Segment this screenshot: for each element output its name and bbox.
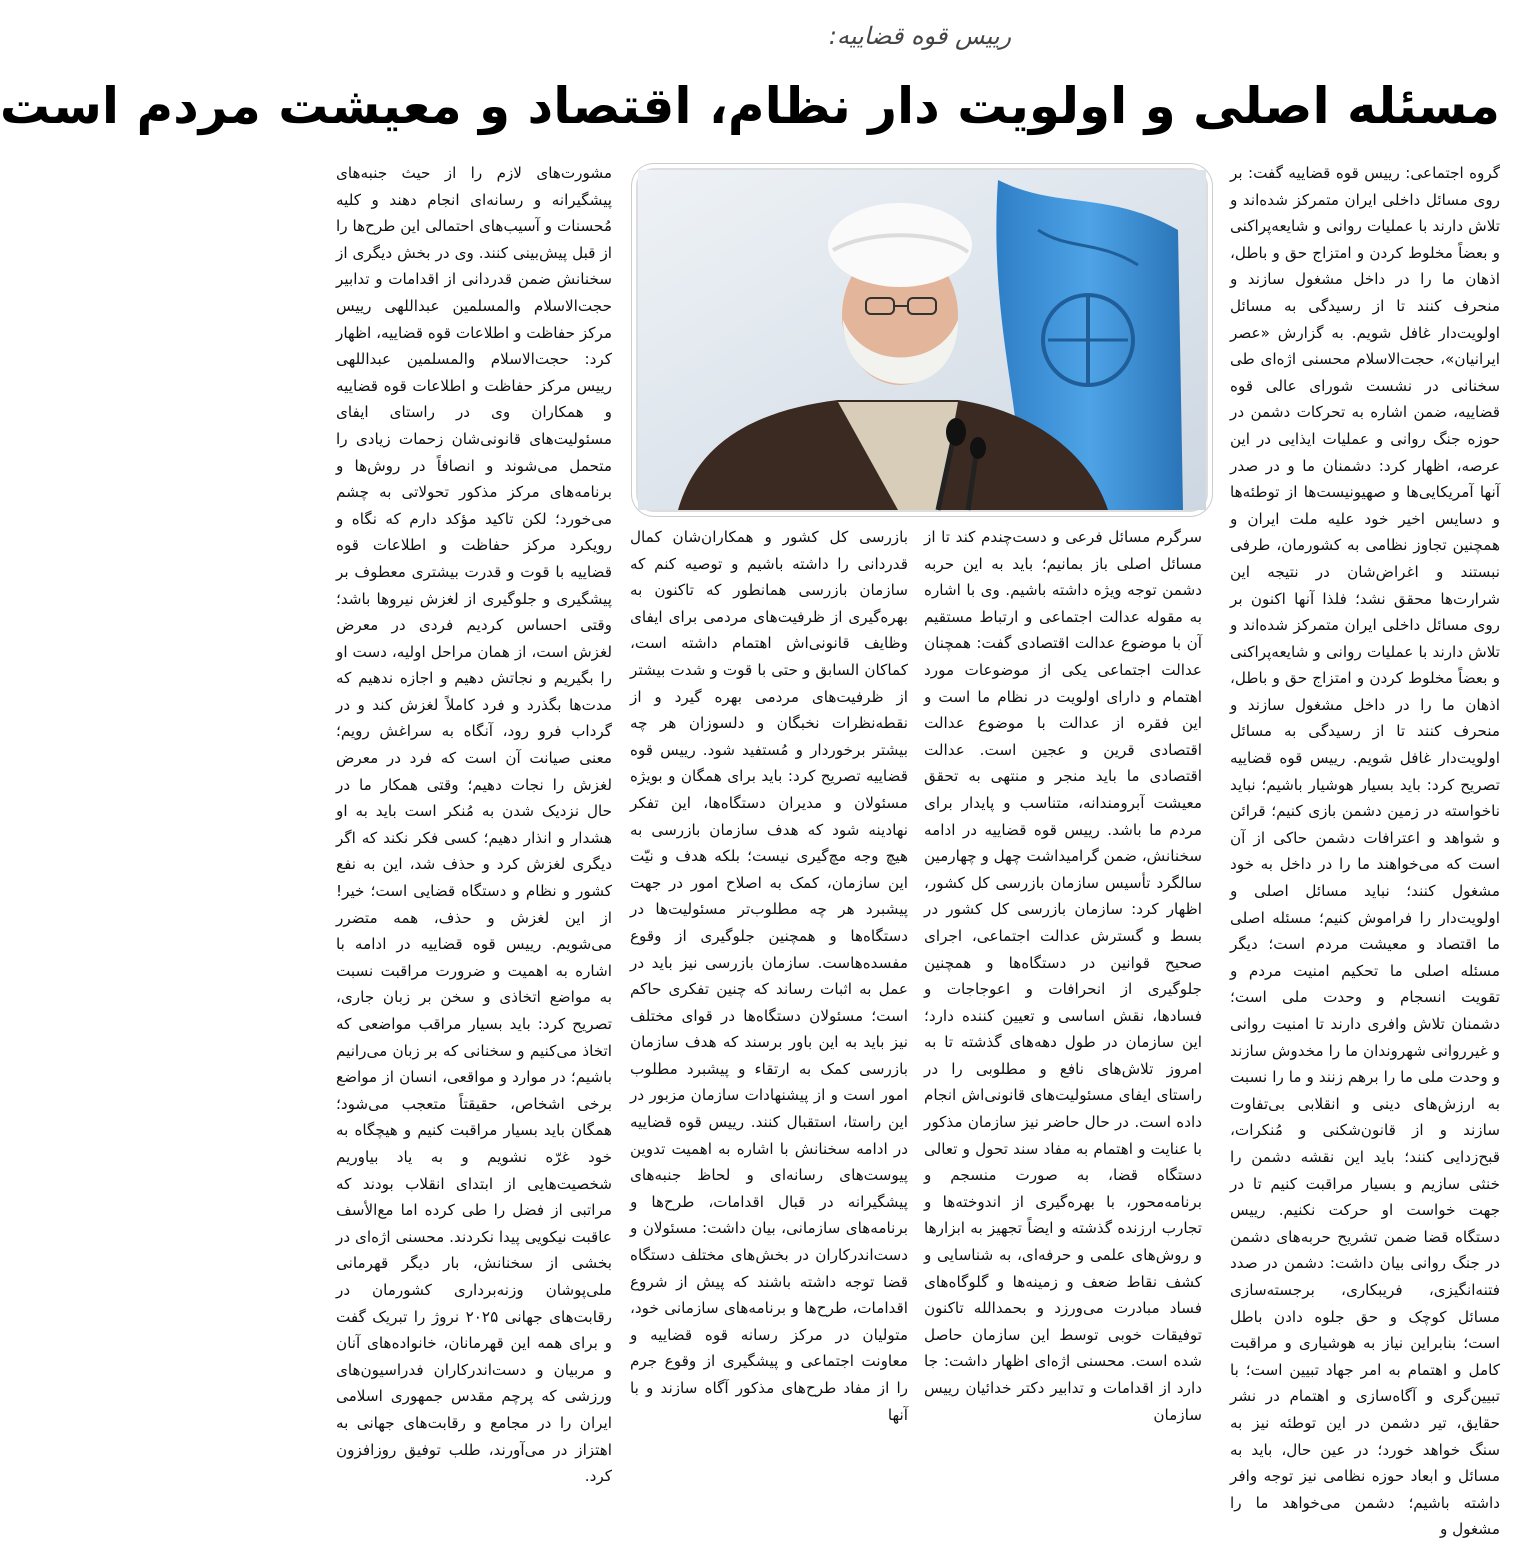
photo-illustration: [638, 170, 1206, 510]
article-column-3: [630, 524, 908, 1424]
column-1-text: گروه اجتماعی: رییس قوه قضاییه گفت: بر روی مسائل داخلی ایران متمرکز شده‌اند و تلاش دارند با عملیات روانی و شایعه‌پراکنی و بعضاً مخلوط کردن و امتزاج حق و باطل، اذهان ما را در داخل مشغول سازند و منحرف کنند تا از رسیدگی به مسائل اولویت‌دار غافل شویم. به گزارش «عصر ایرانیان»، حجت‌الاسلام محسنی اژه‌ای طی سخنانی در نشست شورای عالی قوه قضاییه، ضمن اشاره به تحرکات دشمن در حوزه جنگ روانی و عملیات ایذایی در این عرصه، اظهار کرد: دشمنان ما و در صدر آنها آمریکایی‌ها و صهیونیست‌ها از توطئه‌ها و دسایس اخیر خود علیه ملت ایران و همچنین تجاوز نظامی به کشورمان، طرفی نبستند و اغراض‌شان در نتیجه این شرارت‌ها محقق نشد؛ فلذا آنها اکنون بر روی مسائل داخلی ایران متمرکز شده‌اند و تلاش دارند با عملیات روانی و شایعه‌پراکنی و بعضاً مخلوط کردن و امتزاج حق و باطل، اذهان ما را در داخل مشغول سازند و منحرف کنند تا از رسیدگی به مسائل اولویت‌دار غافل شویم. رییس قوه قضاییه تصریح کرد: باید بسیار هوشیار باشیم؛ نباید ناخواسته در زمین دشمن بازی کنیم؛ قرائن و شواهد و اعترافات دشمن حاکی از آن است که می‌خواهند ما را در داخل به خود مشغول کنند؛ نباید مسائل اصلی و اولویت‌دار را فراموش کنیم؛ مسئله اصلی ما اقتصاد و معیشت مردم است؛ دیگر مسئله اصلی ما تحکیم امنیت مردم و تقویت انسجام و وحدت ملی است؛ دشمنان تلاش وافری دارند تا امنیت روانی و غیرروانی شهروندان ما را مخدوش سازند و وحدت ملی ما را برهم زنند و ما را نسبت به ارزش‌های دینی و انقلابی بی‌تفاوت سازند و از قانون‌شکنی و مُنکرات، قبح‌زدایی کنند؛ باید این نقشه دشمن را خنثی سازیم و بسیار مراقبت کنیم تا در جهت خواست او حرکت نکنیم. رییس دستگاه قضا ضمن تشریح حربه‌های دشمن در جنگ روانی بیان داشت: دشمن در صدد فتنه‌انگیزی، فریبکاری، برجسته‌سازی مسائل کوچک و حق جلوه دادن باطل است؛ بنابراین نیاز به هوشیاری و مراقبت کامل و اهتمام به امر جهاد تبیین است؛ با تبیین‌گری و آگاه‌سازی و اهتمام در نشر حقایق، تیر دشمن در این توطئه نیز به سنگ خواهد خورد؛ در عین حال، باید به مسائل و ابعاد حوزه نظامی نیز توجه وافر داشته باشیم؛ دشمن می‌خواهد ما را مشغول و: [1230, 164, 1500, 1539]
article-column-2: [924, 524, 1202, 1424]
column-4-text: مشورت‌های لازم را از حیث جنبه‌های پیشگیرانه و رسانه‌ای انجام دهند و کلیه مُحسنات و آسیب‌های احتمالی این طرح‌ها را از قبل پیش‌بینی کنند. وی در بخش دیگری از سخنانش ضمن قدردانی از اقدامات و تدابیر حجت‌الاسلام والمسلمین عبداللهی رییس مرکز حفاظت و اطلاعات قوه قضاییه، اظهار کرد: حجت‌الاسلام والمسلمین عبداللهی رییس مرکز حفاظت و اطلاعات قوه قضاییه و همکاران وی در راستای ایفای مسئولیت‌های قانونی‌شان زحمات زیادی را متحمل می‌شوند و انصافاً در روش‌ها و برنامه‌های مرکز مذکور تحولاتی به چشم می‌خورد؛ لکن تاکید مؤکد دارم که نگاه و رویکرد مرکز حفاظت و اطلاعات قوه قضاییه با قوت و قدرت بیشتری معطوف بر پیشگیری و جلوگیری از لغزش نیروها باشد؛ وقتی احساس کردیم فردی در معرض لغزش است، از همان مراحل اولیه، دست او را بگیریم و نجاتش دهیم و اجازه ندهیم که مدت‌ها بگذرد و فرد کاملاً لغزش کند و در گرداب فرو رود، آنگاه به سراغش رویم؛ معنی صیانت آن است که فرد در معرض لغزش را نجات دهیم؛ وقتی همکار ما در حال نزدیک شدن به مُنکر است باید به او هشدار و انذار دهیم؛ کسی فکر نکند که اگر دیگری لغزش کرد و حذف شد، این به نفع کشور و نظام و دستگاه قضایی است؛ خیر! از این لغزش و حذف، همه متضرر می‌شویم. رییس قوه قضاییه در ادامه با اشاره به اهمیت و ضرورت مراقبت نسبت به مواضع اتخاذی و سخن بر زبان جاری، تصریح کرد: باید بسیار مراقب مواضعی که اتخاذ می‌کنیم و سخنانی که بر زبان می‌رانیم باشیم؛ در موارد و مواقعی، انسان از مواضع برخی اشخاص، حقیقتاً متعجب می‌شود؛ همگان باید بسیار مراقبت کنیم و هیچگاه به خود غرّه نشویم و به یاد بیاوریم شخصیت‌هایی از ابتدای انقلاب بودند که مراتبی از فضل را طی کرده اما مع‌الأسف عاقبت نیکویی پیدا نکردند. محسنی اژه‌ای در بخشی از سخنانش، بار دیگر قهرمانی ملی‌پوشان وزنه‌برداری کشورمان در رقابت‌های جهانی ۲۰۲۵ نروژ را تبریک گفت و برای همه این قهرمانان، خانواده‌های آنان و مربیان و دست‌اندرکاران فدراسیون‌های ورزشی که پرچم مقدس جمهوری اسلامی ایران را در مجامع و رقابت‌های جهانی به اهتزاز در می‌آورند، طلب توفیق روزافزون کرد.: [336, 164, 612, 1486]
article-column-1: [1230, 160, 1500, 1539]
column-3-text: بازرسی کل کشور و همکاران‌شان کمال قدردانی را داشته باشیم و توصیه کنم که سازمان بازرسی همانطور که تاکنون به بهره‌گیری از ظرفیت‌های مردمی برای ایفای وظایف قانونی‌اش اهتمام داشته است، کماکان السابق و حتی با قوت و شدت بیشتر از ظرفیت‌های مردمی بهره گیرد و از نقطه‌نظرات نخبگان و دلسوزان هر چه بیشتر برخوردار و مُستفید شود. رییس قوه قضاییه تصریح کرد: باید برای همگان و بویژه مسئولان و مدیران دستگاه‌ها، این تفکر نهادینه شود که هدف سازمان بازرسی به هیچ وجه مچ‌گیری نیست؛ بلکه هدف و نیّت این سازمان، کمک به اصلاح امور در جهت پیشبرد هر چه مطلوب‌تر مسئولیت‌ها در دستگاه‌ها و همچنین جلوگیری از وقوع مفسده‌هاست. سازمان بازرسی نیز باید در عمل به اثبات رساند که چنین تفکری حاکم است؛ مسئولان دستگاه‌ها در قوای مختلف نیز باید به این باور برسند که هدف سازمان بازرسی کمک به ارتقاء و پیشبرد مطلوب امور است و از پیشنهادات سازمان مزبور در این راستا، استقبال کنند. رییس قوه قضاییه در ادامه سخنانش با اشاره به اهمیت تدوین پیوست‌های رسانه‌ای و لحاظ جنبه‌های پیشگیرانه در قبال اقدامات، طرح‌ها و برنامه‌های سازمانی، بیان داشت: مسئولان و دست‌اندرکاران در بخش‌های مختلف دستگاه قضا توجه داشته باشند که پیش از شروع اقدامات، طرح‌ها و برنامه‌های سازمانی خود، متولیان در مرکز رسانه قوه قضاییه و معاونت اجتماعی و پیشگیری از وقوع جرم را از مفاد طرح‌های مذکور آگاه سازند و با آنها: [630, 528, 908, 1424]
column-2-text: سرگرم مسائل فرعی و دست‌چندم کند تا از مسائل اصلی باز بمانیم؛ باید به این حربه دشمن توجه ویژه داشته باشیم. وی با اشاره به مقوله عدالت اجتماعی و ارتباط مستقیم آن با موضوع عدالت اقتصادی گفت: همچنان عدالت اجتماعی یکی از موضوعات مورد اهتمام و دارای اولویت در نظام ما است و این فقره از عدالت با موضوع عدالت اقتصادی قرین و عجین است. عدالت اقتصادی ما باید منجر و منتهی به تحقق معیشت آبرومندانه، متناسب و پایدار برای مردم ما باشد. رییس قوه قضاییه در ادامه سخنانش، ضمن گرامیداشت چهل و چهارمین سالگرد تأسیس سازمان بازرسی کل کشور، اظهار کرد: سازمان بازرسی کل کشور در بسط و گسترش عدالت اجتماعی، اجرای صحیح قوانین در دستگاه‌ها و همچنین جلوگیری از انحرافات و اعوجاجات و فسادها، نقش اساسی و تعیین کننده دارد؛ این سازمان در طول دهه‌های گذشته تا به امروز تلاش‌های نافع و مطلوبی را در راستای ایفای مسئولیت‌های قانونی‌اش انجام داده است. در حال حاضر نیز سازمان مذکور با عنایت و اهتمام به مفاد سند تحول و تعالی دستگاه قضا، به صورت منسجم و برنامه‌محور، با بهره‌گیری از اندوخته‌ها و تجارب ارزنده گذشته و ایضاً تجهیز به ابزارها و روش‌های علمی و حرفه‌ای، به شناسایی و کشف نقاط ضعف و زمینه‌ها و گلوگاه‌های فساد مبادرت می‌ورزد و بحمدالله تاکنون توفیقات خوبی توسط این سازمان حاصل شده است. محسنی اژه‌ای اظهار داشت: جا دارد از اقدامات و تدابیر دکتر خدائیان رییس سازمان: [924, 528, 1202, 1424]
article-kicker: رییس قوه قضاییه:: [828, 22, 1012, 50]
article-photo: [636, 168, 1208, 512]
article-headline: مسئله اصلی و اولویت دار نظام، اقتصاد و معیشت مردم است: [0, 77, 1500, 135]
article-column-4: [336, 160, 612, 1486]
